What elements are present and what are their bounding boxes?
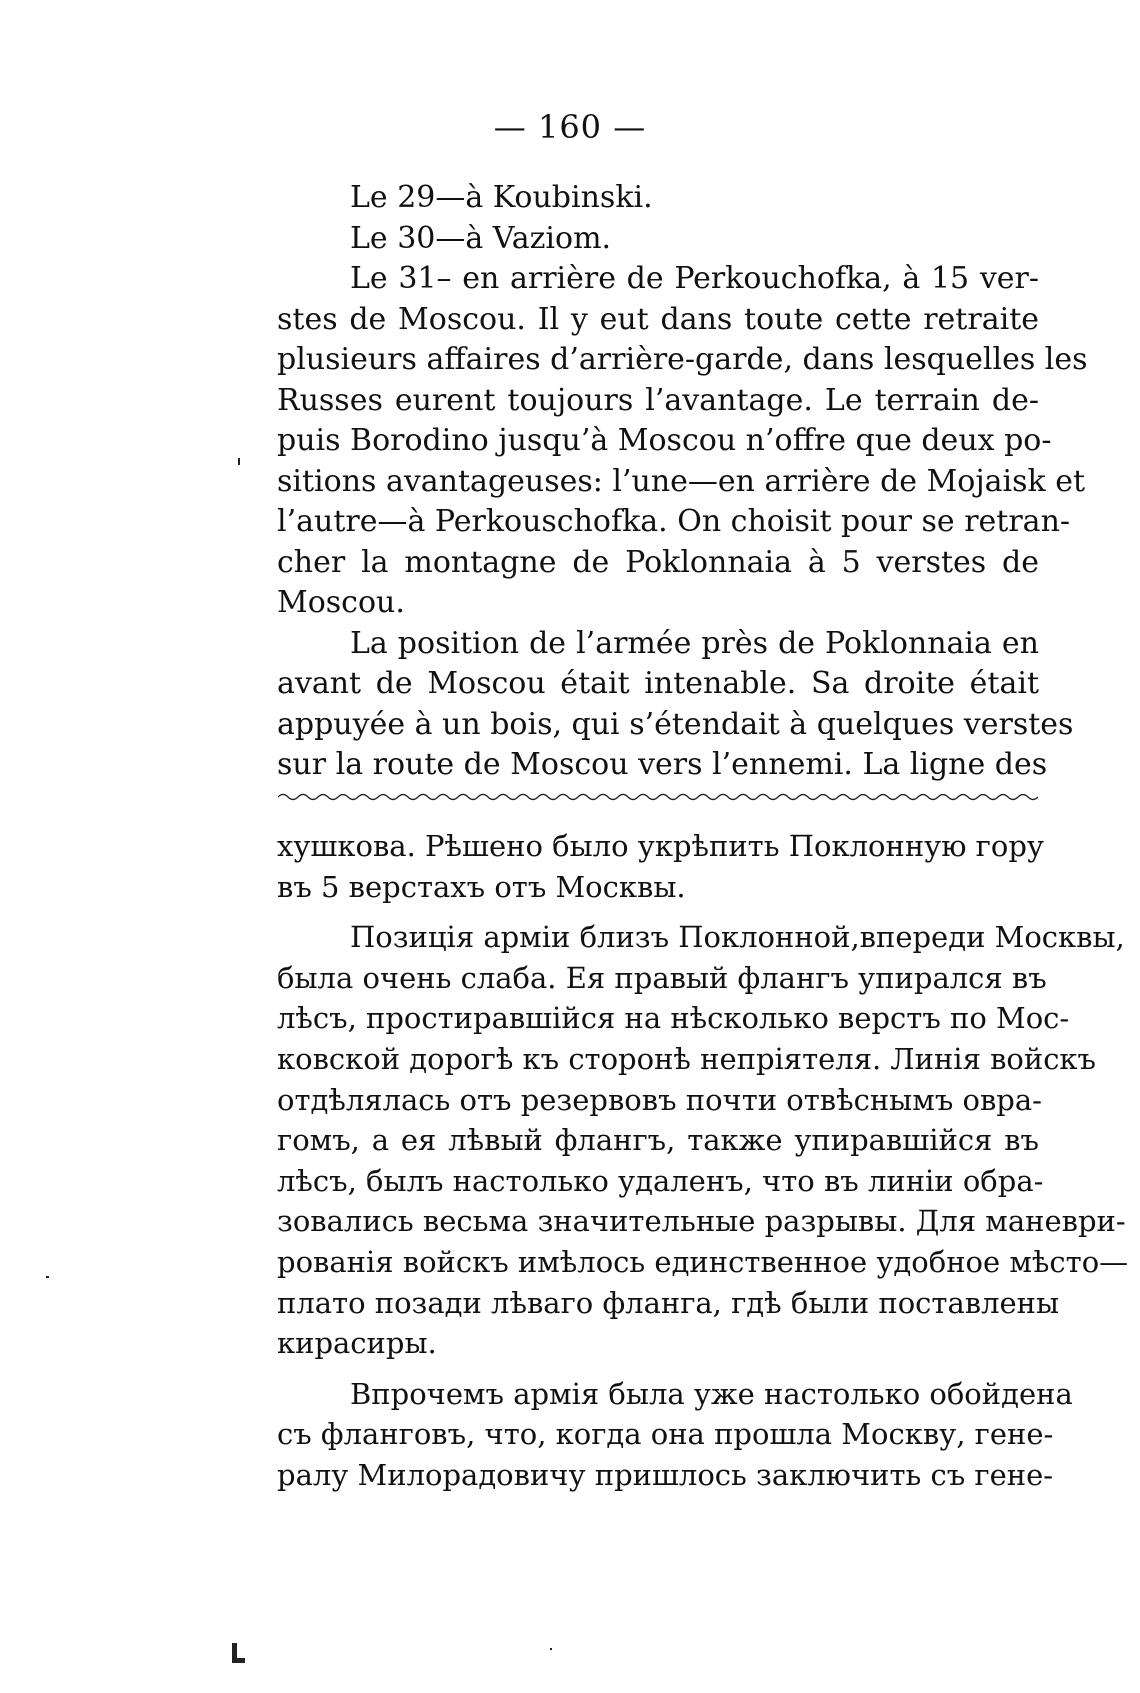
scan-speck	[236, 1658, 245, 1663]
text-line: La position de l’armée près de Poklonnaia en	[350, 625, 1039, 661]
text-line: Позиція арміи близъ Поклонной,впереди Москвы,	[350, 920, 1125, 955]
text-line: лѣсъ, простиравшійся на нѣсколько верстъ по Мос-	[277, 1001, 1070, 1036]
french-paragraph-1	[277, 259, 1088, 624]
text-line: appuyée à un bois, qui s’étendait à quelques verstes	[277, 706, 1074, 742]
page-number: — 160 —	[493, 108, 647, 146]
scan-speck	[46, 1276, 49, 1278]
text-line: плато позади лѣваго фланга, гдѣ были поставлены	[277, 1285, 1060, 1320]
text-line: хушкова. Рѣшено было укрѣпить Поклонную гору	[277, 829, 1044, 863]
text-line: plusieurs affaires d’arrière-garde, dans lesquelles les	[277, 342, 1088, 377]
russian-paragraph-2	[277, 917, 1129, 1364]
french-text	[277, 178, 1088, 786]
text-line: кирасиры.	[277, 1326, 437, 1361]
wavy-divider	[278, 790, 1038, 804]
wavy-divider-line	[278, 795, 1038, 800]
scan-speck	[238, 458, 240, 465]
text-line: Le 29—à Koubinski.	[350, 180, 653, 215]
text-line: ралу Милорадовичу пришлось заключить съ гене-	[277, 1457, 1054, 1492]
text-line: съ фланговъ, что, когда она прошла Москву, гене-	[277, 1417, 1054, 1452]
french-entries	[277, 178, 1039, 259]
text-line: отдѣлялась отъ резервовъ почти отвѣснымъ овра-	[277, 1082, 1042, 1117]
text-line: stes de Moscou. Il y eut dans toute cette retraite	[277, 301, 1039, 337]
text-line: Le 30—à Vaziom.	[350, 220, 612, 256]
text-line: sitions avantageuses: l’une—en arrière de Mojaisk et	[277, 463, 1086, 499]
french-paragraph-2	[277, 624, 1074, 786]
text-line: Russes eurent toujours l’avantage. Le terrain de-	[277, 382, 1039, 418]
russian-text	[277, 826, 1129, 1496]
text-line: Le 31– en arrière de Perkouchofka, à 15 ver-	[350, 261, 1039, 296]
text-line: была очень слаба. Ея правый флангъ упирался въ	[277, 960, 1047, 995]
text-line: puis Borodino jusqu’à Moscou n’offre que deux po-	[277, 423, 1052, 458]
text-line: лѣсъ, былъ настолько удаленъ, что въ линіи обра-	[277, 1163, 1044, 1198]
scan-speck	[550, 1648, 552, 1650]
text-line: avant de Moscou était intenable. Sa droite était	[277, 666, 1039, 701]
russian-paragraph-1	[277, 826, 1044, 907]
text-line: ковской дорогѣ къ сторонѣ непріятеля. Линія войскъ	[277, 1041, 1097, 1076]
text-line: въ 5 верстахъ отъ Москвы.	[277, 869, 686, 904]
text-line: cher la montagne de Poklonnaia à 5 verstes de	[277, 544, 1039, 580]
text-line: Впрочемъ армія была уже настолько обойдена	[350, 1376, 1073, 1411]
text-line: гомъ, а ея лѣвый флангъ, также упиравшійся въ	[277, 1123, 1039, 1158]
russian-paragraph-3	[277, 1374, 1073, 1496]
text-line: sur la route de Moscou vers l’ennemi. La ligne des	[277, 747, 1048, 782]
text-line: l’autre—à Perkouschofka. On choisit pour se retran-	[277, 504, 1071, 539]
text-line: Moscou.	[277, 585, 405, 620]
text-line: рованія войскъ имѣлось единственное удобное мѣсто—	[277, 1244, 1129, 1279]
text-line: зовались весьма значительные разрывы. Для маневри-	[277, 1204, 1126, 1239]
